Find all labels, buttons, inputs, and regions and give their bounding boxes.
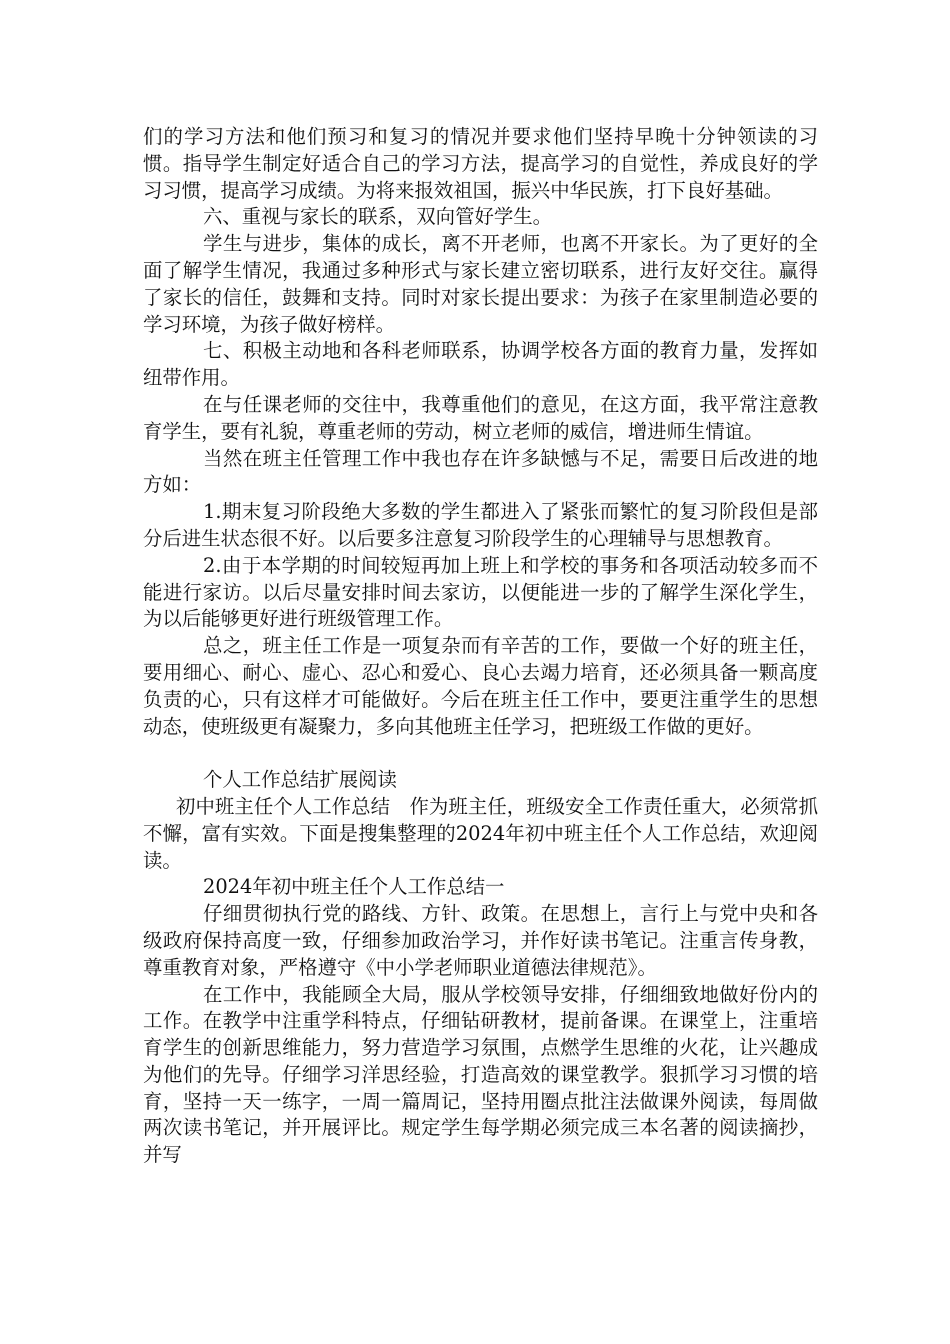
list-item-1: 1.期末复习阶段绝大多数的学生都进入了紧张而繁忙的复习阶段但是部分后进生状态很不好。以后要多注意复习阶段学生的心理辅导与思想教育。 xyxy=(143,500,818,550)
paragraph-policy: 仔细贯彻执行党的路线、方针、政策。在思想上，言行上与党中央和各级政府保持高度一致，仔细参加政治学习，并作好读书笔记。注重言传身教，尊重教育对象，严格遵守《中小学老师职业道德法律规范》。 xyxy=(143,902,818,979)
heading-section-6: 六、重视与家长的联系，双向管好学生。 xyxy=(203,205,553,229)
paragraph-1: 们的学习方法和他们预习和复习的情况并要求他们坚持早晚十分钟领读的习惯。指导学生制定好适合自己的学习方法，提高学习的自觉性，养成良好的学习习惯，提高学习成绩。为将来报效祖国，振兴中华民族，打下良好基础。 xyxy=(143,125,818,202)
paragraph-extended-intro: 初中班主任个人工作总结 作为班主任，班级安全工作责任重大，必须常抓不懈，富有实效。下面是搜集整理的2024年初中班主任个人工作总结，欢迎阅读。 xyxy=(143,794,818,872)
paragraph-conclusion: 总之，班主任工作是一项复杂而有辛苦的工作，要做一个好的班主任，要用细心、耐心、虚心、忍心和爱心、良心去竭力培育，还必须具备一颗高度负责的心，只有这样才可能做好。今后在班主任工作中，要更注重学生的思想动态，使班级更有凝聚力，多向其他班主任学习，把班级工作做的更好。 xyxy=(143,634,818,738)
heading-summary-one: 2024年初中班主任个人工作总结一 xyxy=(203,875,505,899)
list-item-2: 2.由于本学期的时间较短再加上班上和学校的事务和各项活动较多而不能进行家访。以后尽量安排时间去家访，以便能进一步的了解学生深化学生，为以后能够更好进行班级管理工作。 xyxy=(143,553,818,631)
paragraph-work: 在工作中，我能顾全大局，服从学校领导安排，仔细细致地做好份内的工作。在教学中注重学科特点，仔细钻研教材，提前备课。在课堂上，注重培育学生的创新思维能力，努力营造学习氛围，点燃学生思维的火花，让兴趣成为他们的先导。仔细学习洋思经验，打造高效的课堂教学。狠抓学习习惯的培育，坚持一天一练字，一周一篇周记，坚持用圈点批注法做课外阅读，每周做两次读书笔记，并开展评比。规定学生每学期必须完成三本名著的阅读摘抄，并写 xyxy=(143,982,818,1167)
heading-extended-reading: 个人工作总结扩展阅读 xyxy=(203,768,397,792)
paragraph-teacher-contact: 在与任课老师的交往中，我尊重他们的意见，在这方面，我平常注意教育学生，要有礼貌，尊重老师的劳动，树立老师的威信，增进师生情谊。 xyxy=(143,392,818,443)
blank-line xyxy=(143,740,818,767)
heading-section-7: 七、积极主动地和各科老师联系，协调学校各方面的教育力量，发挥如纽带作用。 xyxy=(143,339,818,390)
paragraph-shortcomings-intro: 当然在班主任管理工作中我也存在许多缺憾与不足，需要日后改进的地方如： xyxy=(143,446,818,497)
paragraph-parent-contact: 学生与进步，集体的成长，离不开老师，也离不开家长。为了更好的全面了解学生情况，我通过多种形式与家长建立密切联系，进行友好交往。赢得了家长的信任，鼓舞和支持。同时对家长提出要求：为孩子在家里制造必要的学习环境，为孩子做好榜样。 xyxy=(143,232,818,336)
document-page xyxy=(143,124,818,1169)
